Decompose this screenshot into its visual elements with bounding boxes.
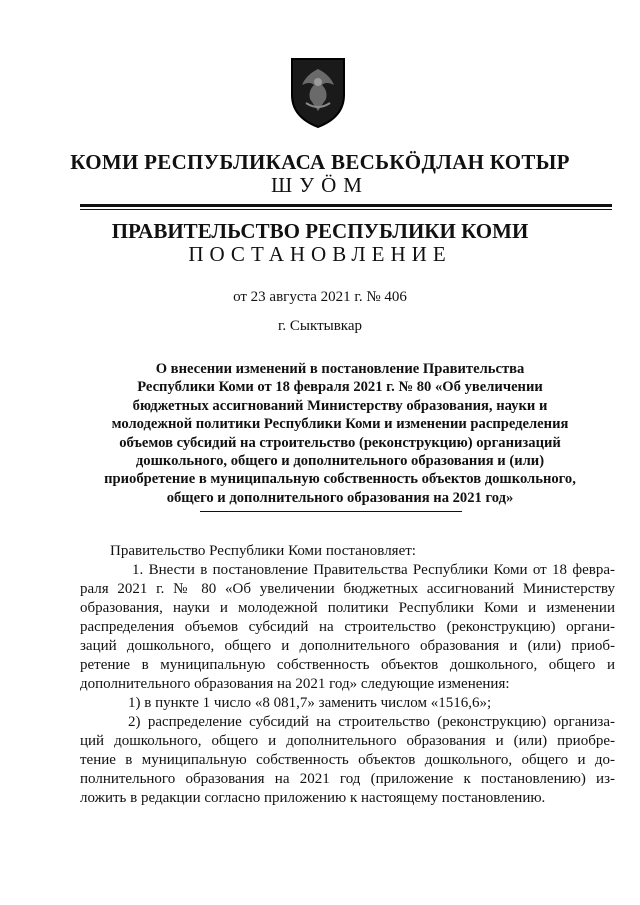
paragraph-1-line: образования, науки и молодежной политики Республики Коми и изменении	[80, 600, 615, 616]
item-1: 1) в пункте 1 число «8 081,7» заменить числом «1516,6»;	[128, 695, 492, 711]
title-line: объемов субсидий на строительство (реконструкцию) организаций	[119, 434, 561, 451]
header-divider-thick	[80, 204, 612, 207]
resolution-word: ПОСТАНОВЛЕНИЕ	[188, 242, 452, 266]
item-2-line: ложить в редакции согласно приложению к настоящему постановлению.	[80, 790, 546, 806]
title-line: дошкольного, общего и дополнительного образования и (или)	[135, 453, 545, 470]
item-2-line: полнительного образования на 2021 год (приложение к постановлению) из-	[80, 771, 615, 787]
title-line: молодежной политики Республики Коми и изменении распределения	[111, 416, 569, 433]
paragraph-1-line: заций дошкольного, общего и дополнительного образования и (или) приоб-	[80, 638, 615, 654]
coat-of-arms-icon	[286, 55, 350, 129]
intro-paragraph: Правительство Республики Коми постановляет:	[110, 543, 416, 559]
title-line: общего и дополнительного образования на 2021 год»	[166, 489, 514, 506]
paragraph-1-line: распределения объемов субсидий на строительство (реконструкцию) органи-	[80, 619, 615, 635]
item-2-line: ций дошкольного, общего и дополнительного образования и (или) приобре-	[80, 733, 615, 749]
document-title	[100, 360, 580, 507]
title-line: Республики Коми от 18 февраля 2021 г. № 80 «Об увеличении	[137, 379, 543, 396]
title-line: О внесении изменений в постановление Правительства	[155, 361, 525, 377]
paragraph-1-line: дополнительного образования на 2021 год» следующие изменения:	[80, 676, 510, 692]
date-number: от 23 августа 2021 г. № 406	[233, 289, 407, 305]
item-2-line: тение в муниципальную собственность объектов дошкольного, общего и до-	[80, 752, 615, 768]
city: г. Сыктывкар	[277, 318, 363, 334]
russian-government-name: ПРАВИТЕЛЬСТВО РЕСПУБЛИКИ КОМИ	[111, 219, 529, 243]
paragraph-1-line: 1. Внести в постановление Правительства Республики Коми от 18 февра-	[132, 562, 615, 578]
title-line: приобретение в муниципальную собственность объектов дошкольного,	[104, 471, 576, 488]
paragraph-1-line: ретение в муниципальную собственность объектов дошкольного, общего и	[80, 657, 615, 673]
komi-government-name: КОМИ РЕСПУБЛИКАСА ВЕСЬКӦДЛАН КОТЫР	[70, 150, 570, 174]
header-divider-thin	[80, 209, 612, 210]
item-2-line: 2) распределение субсидий на строительство (реконструкцию) организа-	[128, 714, 615, 730]
title-divider	[200, 511, 462, 512]
komi-resolution-word: ШУӦМ	[271, 173, 369, 197]
paragraph-1-line: раля 2021 г. № 80 «Об увеличении бюджетных ассигнований Министерству	[80, 581, 615, 597]
title-line: бюджетных ассигнований Министерству образования, науки и	[132, 397, 548, 414]
document-body	[80, 542, 615, 808]
